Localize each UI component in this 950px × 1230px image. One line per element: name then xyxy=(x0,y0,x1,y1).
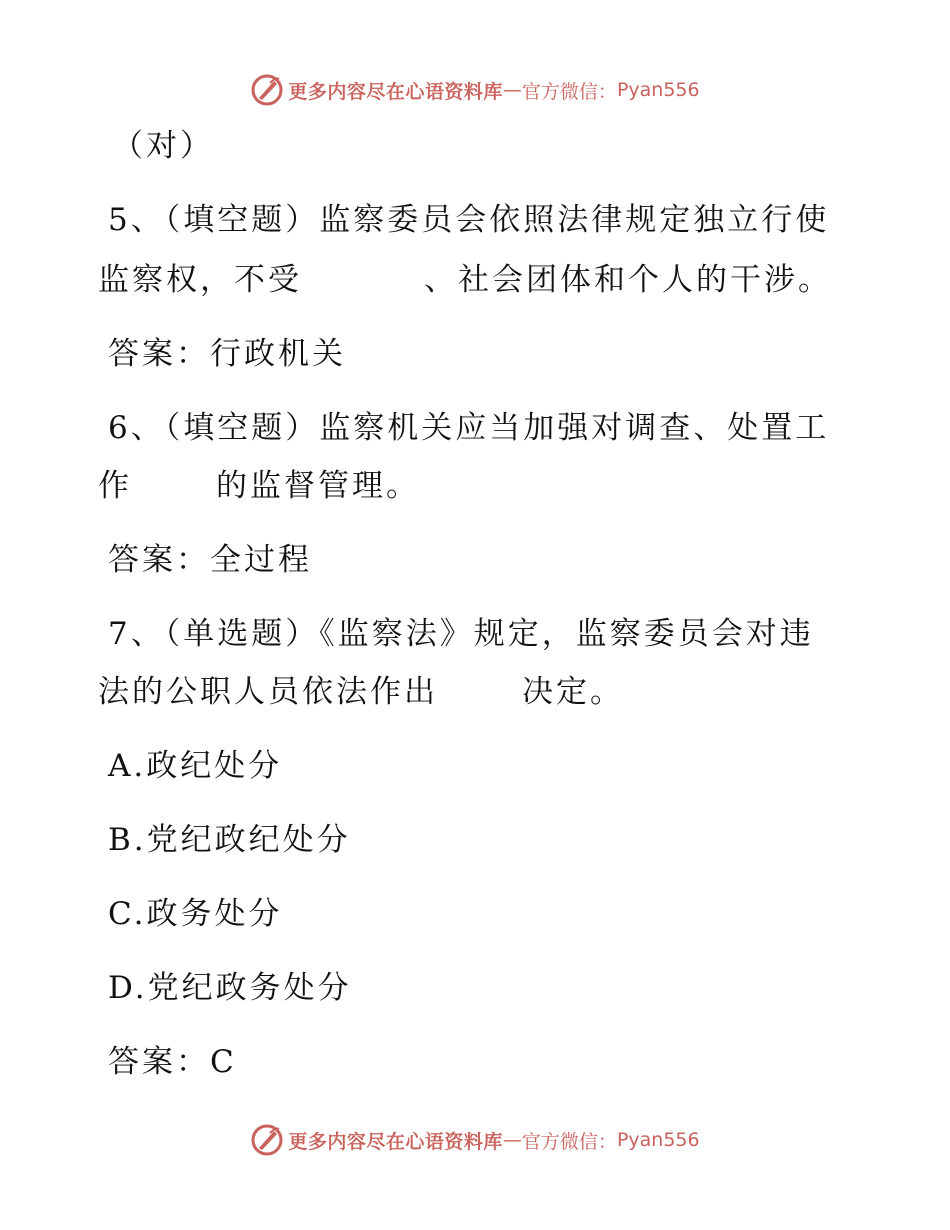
question-7-option-a: A.政纪处分 xyxy=(108,748,283,784)
question-6-line-2 xyxy=(98,466,420,506)
header-watermark xyxy=(0,70,950,110)
quill-pen-logo-icon xyxy=(250,1123,284,1157)
watermark-site-text: 更多内容尽在心语资料库 xyxy=(288,1130,503,1153)
question-6-answer: 答案：全过程 xyxy=(108,542,312,578)
watermark-site-text: 更多内容尽在心语资料库 xyxy=(288,80,503,103)
question-5-answer: 答案：行政机关 xyxy=(108,336,346,372)
watermark-contact-label: 官方微信： xyxy=(521,80,617,103)
question-7-option-c: C.政务处分 xyxy=(108,896,283,932)
quill-pen-logo-icon xyxy=(250,73,284,107)
watermark-dash: — xyxy=(502,1129,522,1151)
question-6-text-before-blank: 作 xyxy=(98,468,132,504)
question-7-line-1: 7、（单选题）《监察法》规定，监察委员会对违 xyxy=(108,616,814,652)
question-7-text-after-blank: 决定。 xyxy=(522,674,624,710)
watermark-dash: — xyxy=(502,79,522,101)
previous-answer: （对） xyxy=(112,128,214,164)
watermark-contact-label: 官方微信： xyxy=(521,1130,617,1153)
watermark-contact-id: Pyan556 xyxy=(616,1129,700,1151)
question-5-text-after-blank: 、社会团体和个人的干涉。 xyxy=(424,262,832,298)
question-7-text-before-blank: 法的公职人员依法作出 xyxy=(98,674,438,710)
question-5-line-2 xyxy=(98,260,832,300)
watermark-contact-id: Pyan556 xyxy=(616,79,700,101)
question-7-line-2 xyxy=(98,672,624,712)
question-6-line-1: 6、（填空题）监察机关应当加强对调查、处置工 xyxy=(108,410,830,446)
footer-watermark xyxy=(0,1120,950,1160)
question-7-answer: 答案：C xyxy=(108,1044,237,1080)
question-7-option-d: D.党纪政务处分 xyxy=(108,970,352,1006)
question-5-text-before-blank: 监察权，不受 xyxy=(98,262,302,298)
question-7-option-b: B.党纪政纪处分 xyxy=(108,822,351,858)
question-6-text-after-blank: 的监督管理。 xyxy=(216,468,420,504)
question-5-line-1: 5、（填空题）监察委员会依照法律规定独立行使 xyxy=(108,202,830,238)
